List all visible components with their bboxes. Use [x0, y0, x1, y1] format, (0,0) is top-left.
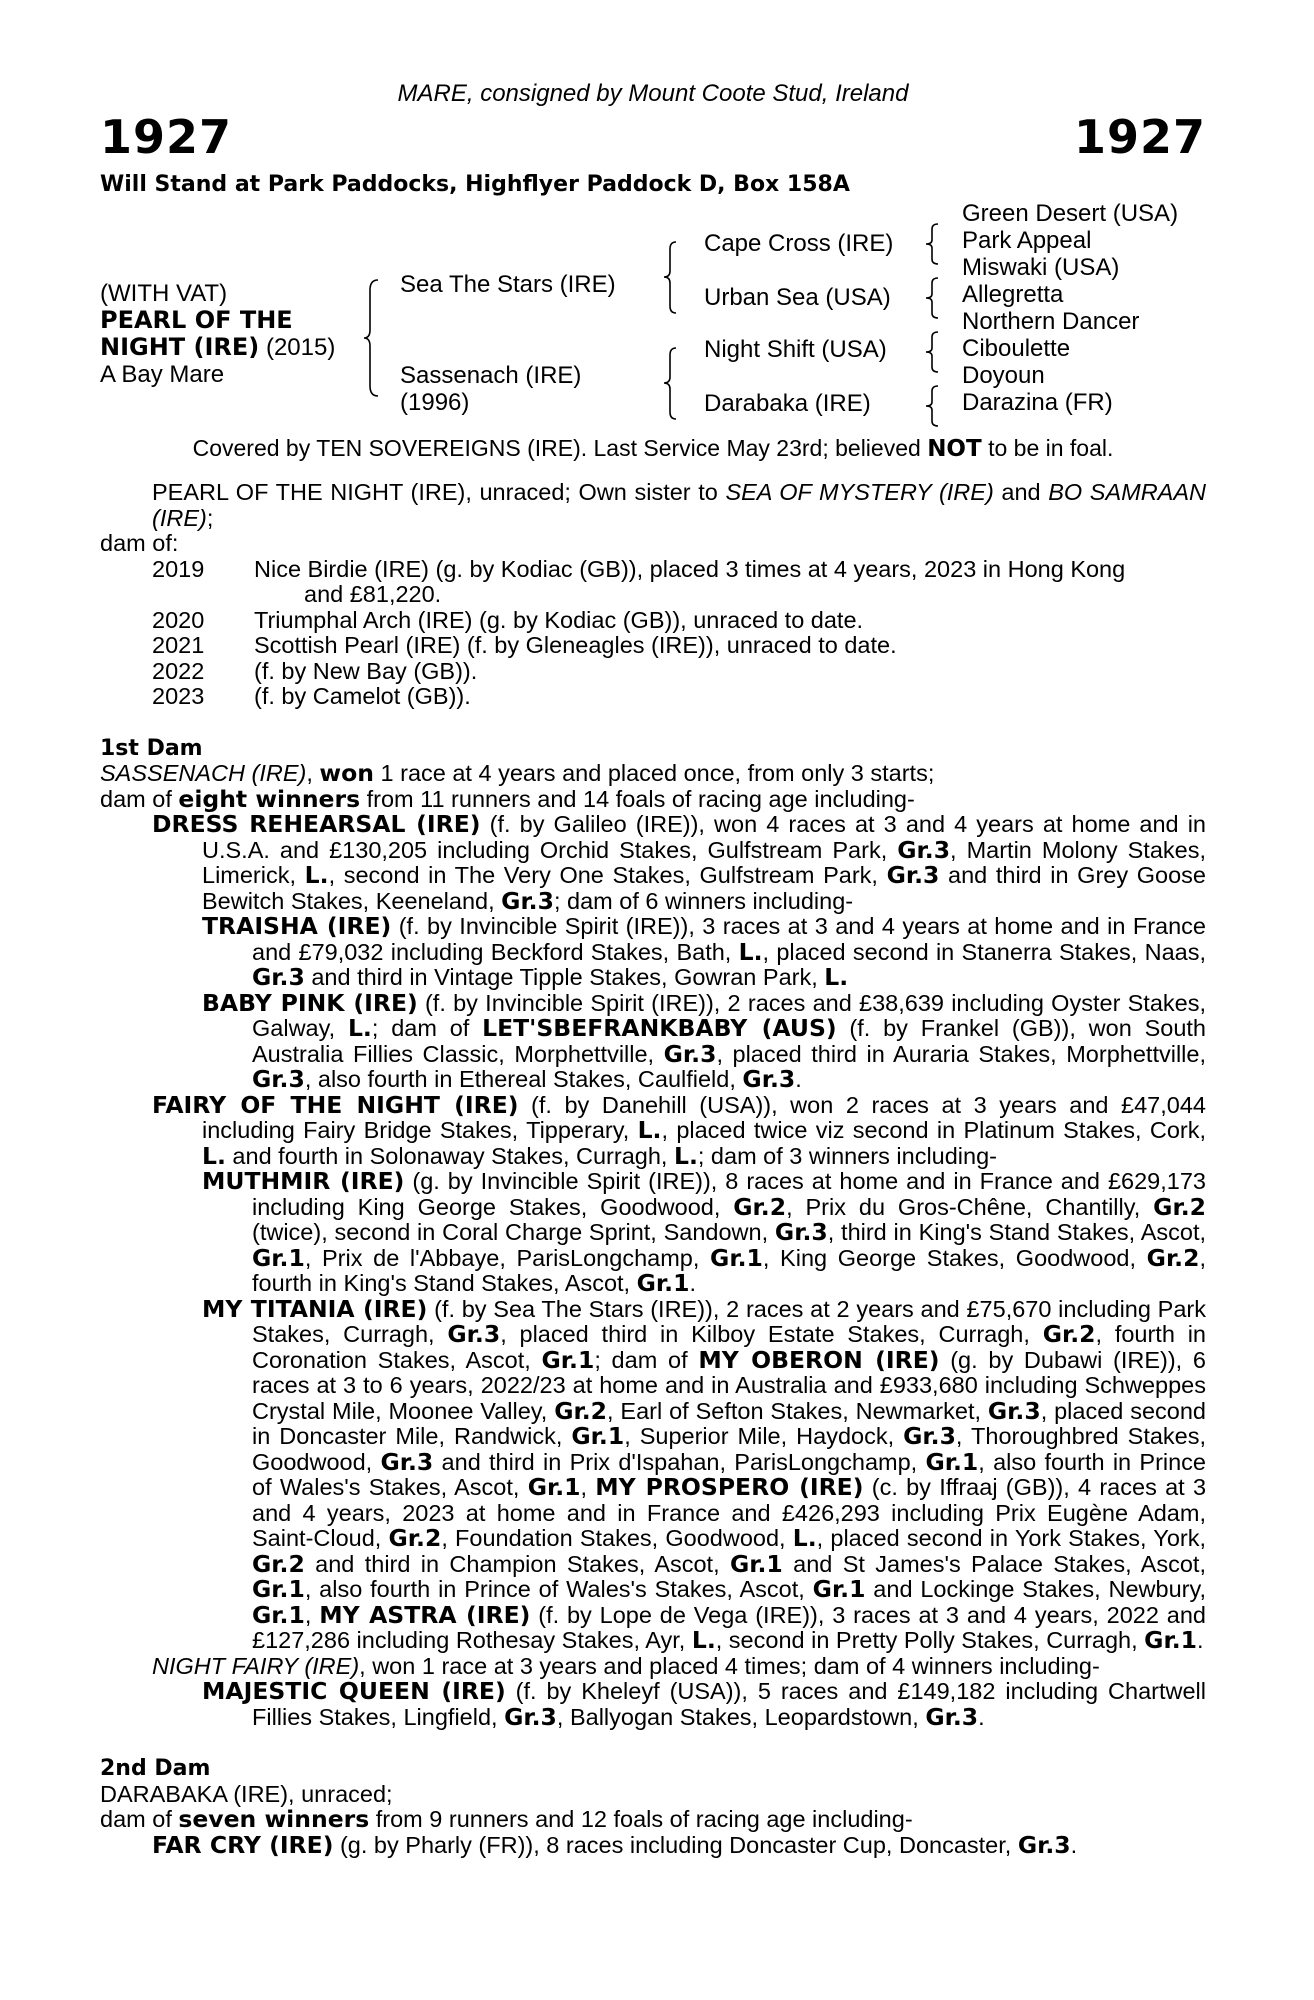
grandsire-2: Miswaki (USA) — [962, 254, 1120, 281]
entry-majestic-queen: MAJESTIC QUEEN (IRE) (f. by Kheleyf (USA)), 5 races and £149,182 including Chartwell Fillies Stakes, Lingfield, Gr.3, Ballyogan Stakes, Leopardstown, Gr.3. — [202, 1677, 1207, 1731]
covered-note: Covered by TEN SOVEREIGNS (IRE). Last Service May 23rd; believed NOT to be in foal. — [192, 435, 1114, 462]
sire-sire: Cape Cross (IRE) — [704, 230, 894, 257]
brace-g2 — [926, 276, 940, 320]
lot-number-left: 1927 — [100, 110, 233, 164]
second-dam-heading: 2nd Dam — [100, 1756, 211, 1781]
entry-baby-pink: BABY PINK (IRE) (f. by Invincible Spirit (IRE)), 2 races and £38,639 including Oyster Stakes, Galway, L.; dam of LET'SBEFRANKBABY (AUS) (f. by Frankel (GB)), won South Australia Fillies Classic, Morphettville, Gr.3, placed third in Auraria Stakes, Morphettville, Gr.3, also fourth in Ethereal Stakes, Caulfield, Gr.3. — [202, 988, 1206, 1093]
brace-g3 — [926, 330, 940, 374]
entry-far-cry: FAR CRY (IRE) (g. by Pharly (FR)), 8 races including Doncaster Cup, Doncaster, Gr.3. — [152, 1830, 1078, 1859]
second-dam-summary: dam of seven winners from 9 runners and 12 foals of racing age including- — [100, 1805, 913, 1833]
grandsire-1: Green Desert (USA) — [962, 200, 1179, 227]
consignment-line: MARE, consigned by Mount Coote Stud, Ireland — [397, 80, 909, 107]
produce-row: 2019 Nice Birdie (IRE) (g. by Kodiac (GB)), placed 3 times at 4 years, 2023 in Hong Kong and £81,220. — [152, 555, 1126, 607]
grandsire-4: Doyoun — [962, 362, 1045, 389]
sire: Sea The Stars (IRE) — [400, 271, 616, 298]
first-dam-summary: dam of eight winners from 11 runners and 14 foals of racing age including- — [100, 784, 915, 813]
grandsire-3: Northern Dancer — [962, 308, 1140, 335]
brace-sire — [664, 240, 678, 315]
brace-dam — [664, 346, 678, 421]
granddam-2: Allegretta — [962, 281, 1064, 308]
produce-row: 2020 Triumphal Arch (IRE) (g. by Kodiac (GB)), unraced to date. — [152, 606, 864, 633]
granddam-1: Park Appeal — [962, 227, 1092, 254]
horse-name-line2: NIGHT (IRE) — [100, 333, 260, 361]
vat-label: (WITH VAT) — [100, 280, 228, 307]
entry-my-titania: MY TITANIA (IRE) (f. by Sea The Stars (IRE)), 2 races at 2 years and £75,670 including Park Stakes, Curragh, Gr.3, placed third in Kilboy Estate Stakes, Curragh, Gr.2, fourth in Coronation Stakes, Ascot, Gr.1; dam of MY OBERON (IRE) (g. by Dubawi (IRE)), 6 races at 3 to 6 years, 2022/23 at home and in Australia and £933,680 including Schweppes Crystal Mile, Moonee Valley, Gr.2, Earl of Sefton Stakes, Newmarket, Gr.3, placed second in Doncaster Mile, Randwick, Gr.1, Superior Mile, Haydock, Gr.3, Thoroughbred Stakes, Goodwood, Gr.3 and third in Prix d'Ispahan, ParisLongchamp, Gr.1, also fourth in Prince of Wales's Stakes, Ascot, Gr.1, MY PROSPERO (IRE) (c. by Iffraaj (GB)), 4 races at 3 and 4 years, 2023 at home and in France and £426,293 including Prix Eugène Adam, Saint-Cloud, Gr.2, Foundation Stakes, Goodwood, L., placed second in York Stakes, York, Gr.2 and third in Champion Stakes, Ascot, Gr.1 and St James's Palace Stakes, Ascot, Gr.1, also fourth in Prince of Wales's Stakes, Ascot, Gr.1 and Lockinge Stakes, Newbury, Gr.1, MY ASTRA (IRE) (f. by Lope de Vega (IRE)), 3 races at 3 and 4 years, 2022 and £127,286 including Rothesay Stakes, Ayr, L., second in Pretty Polly Stakes, Curragh, Gr.1. — [202, 1294, 1207, 1654]
first-dam-line: SASSENACH (IRE), won 1 race at 4 years and placed once, from only 3 starts; — [100, 759, 935, 787]
dam-sire: Night Shift (USA) — [704, 336, 887, 363]
entry-muthmir: MUTHMIR (IRE) (g. by Invincible Spirit (IRE)), 8 races at home and in France and £629,173 including King George Stakes, Goodwood, Gr.2, Prix du Gros-Chêne, Chantilly, Gr.2 (twice), second in Coral Charge Sprint, Sandown, Gr.3, third in King's Stand Stakes, Ascot, Gr.1, Prix de l'Abbaye, ParisLongchamp, Gr.1, King George Stakes, Goodwood, Gr.2, fourth in King's Stand Stakes, Ascot, Gr.1. — [202, 1167, 1206, 1297]
granddam-4: Darazina (FR) — [962, 389, 1113, 416]
intro-paragraph: PEARL OF THE NIGHT (IRE), unraced; Own sister to SEA OF MYSTERY (IRE) and BO SAMRAAN (IRE); — [152, 479, 1206, 531]
lot-number-right: 1927 — [1073, 110, 1206, 164]
produce-row: 2023 (f. by Camelot (GB)). — [152, 683, 471, 709]
produce-row: 2022 (f. by New Bay (GB)). — [152, 657, 478, 684]
first-dam-heading: 1st Dam — [100, 735, 203, 761]
entry-dress-rehearsal: DRESS REHEARSAL (IRE) (f. by Galileo (IRE)), won 4 races at 3 and 4 years at home and in U.S.A. and £130,205 including Orchid Stakes, Gulfstream Park, Gr.3, Martin Molony Stakes, Limerick, L., second in The Very One Stakes, Gulfstream Park, Gr.3 and third in Grey Goose Bewitch Stakes, Keeneland, Gr.3; dam of 6 winners including- — [152, 810, 1206, 915]
dam-line1: Sassenach (IRE) — [400, 362, 582, 389]
horse-description: A Bay Mare — [100, 361, 225, 388]
produce-row: 2021 Scottish Pearl (IRE) (f. by Gleneagles (IRE)), unraced to date. — [152, 632, 897, 658]
horse-name-line1: PEARL OF THE — [100, 306, 293, 334]
catalogue-body — [100, 480, 1206, 1858]
brace-g4 — [926, 384, 940, 428]
stand-location: Will Stand at Park Paddocks, Highflyer Paddock D, Box 158A — [100, 172, 850, 197]
brace-gen1 — [364, 278, 380, 398]
dam-dam: Darabaka (IRE) — [704, 390, 871, 417]
second-dam-line: DARABAKA (IRE), unraced; — [100, 1780, 393, 1807]
entry-traisha: TRAISHA (IRE) (f. by Invincible Spirit (IRE)), 3 races at 3 and 4 years at home and in France and £79,032 including Beckford Stakes, Bath, L., placed second in Stanerra Stakes, Naas, Gr.3 and third in Vintage Tipple Stakes, Gowran Park, L. — [202, 912, 1206, 991]
entry-fairy-of-the-night: FAIRY OF THE NIGHT (IRE) (f. by Danehill (USA)), won 2 races at 3 years and £47,044 including Fairy Bridge Stakes, Tipperary, L., placed twice viz second in Platinum Stakes, Cork, L. and fourth in Solonaway Stakes, Curragh, L.; dam of 3 winners including- — [152, 1090, 1207, 1170]
foaling-year: (2015) — [259, 334, 336, 361]
granddam-3: Ciboulette — [962, 335, 1071, 362]
dam-line2: (1996) — [400, 389, 470, 416]
entry-night-fairy: NIGHT FAIRY (IRE), won 1 race at 3 years and placed 4 times; dam of 4 winners including- — [152, 1652, 1100, 1679]
sire-dam: Urban Sea (USA) — [704, 284, 891, 311]
subject-block — [100, 280, 335, 388]
not-emphasis: NOT — [927, 436, 982, 462]
brace-g1 — [926, 222, 940, 266]
dam-of-label: dam of: — [100, 530, 179, 556]
